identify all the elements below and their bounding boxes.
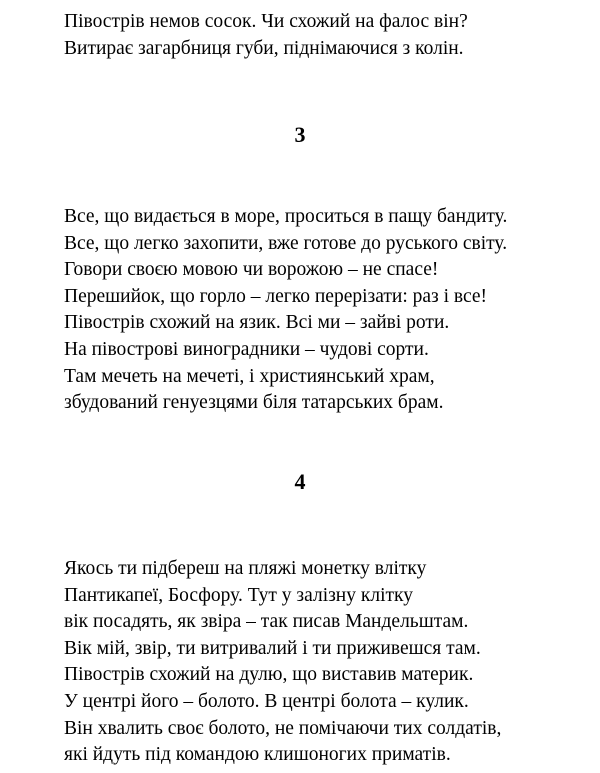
verse-line: Пантикапеї, Босфору. Тут у залізну клітку [64, 584, 413, 606]
stanza-4 [64, 556, 584, 769]
verse-line: Якось ти підбереш на пляжі монетку влітку [64, 558, 427, 579]
verse-line: Витирає загарбниця губи, піднімаючися з колін. [64, 37, 464, 59]
verse-line: На півострові виноградники – чудові сорти. [64, 338, 429, 360]
verse-line: Перешийок, що горло – легко перерізати: раз і все! [64, 285, 488, 307]
stanza-top [64, 9, 584, 62]
verse-line: Півострів схожий на язик. Всі ми – зайві роти. [64, 312, 450, 334]
verse-line: Півострів немов сосок. Чи схожий на фалос він? [64, 11, 468, 32]
verse-line: Півострів схожий на дулю, що виставив материк. [64, 664, 474, 686]
verse-line: Все, що видається в море, проситься в пащу бандиту. [64, 206, 508, 227]
stanza-3 [64, 204, 584, 417]
verse-line: вік посадять, як звіра – так писав Мандельштам. [64, 611, 469, 633]
section-number-3: 3 [294, 122, 306, 147]
verse-line: які йдуть під командою клишоногих приматів. [64, 744, 451, 766]
verse-line: Вік мій, звір, ти витривалий і ти приживешся там. [64, 637, 481, 659]
verse-line: Він хвалить своє болото, не помічаючи тих солдатів, [64, 717, 502, 739]
verse-line: Все, що легко захопити, вже готове до руського світу. [64, 232, 508, 254]
verse-line: збудований генуезцями біля татарських брам. [64, 392, 444, 414]
verse-line: У центрі його – болото. В центрі болота – кулик. [64, 690, 469, 712]
verse-line: Там мечеть на мечеті, і християнський храм, [64, 365, 435, 387]
verse-line: Говори своєю мовою чи ворожою – не спасе! [64, 259, 439, 281]
section-number-4: 4 [294, 469, 306, 494]
